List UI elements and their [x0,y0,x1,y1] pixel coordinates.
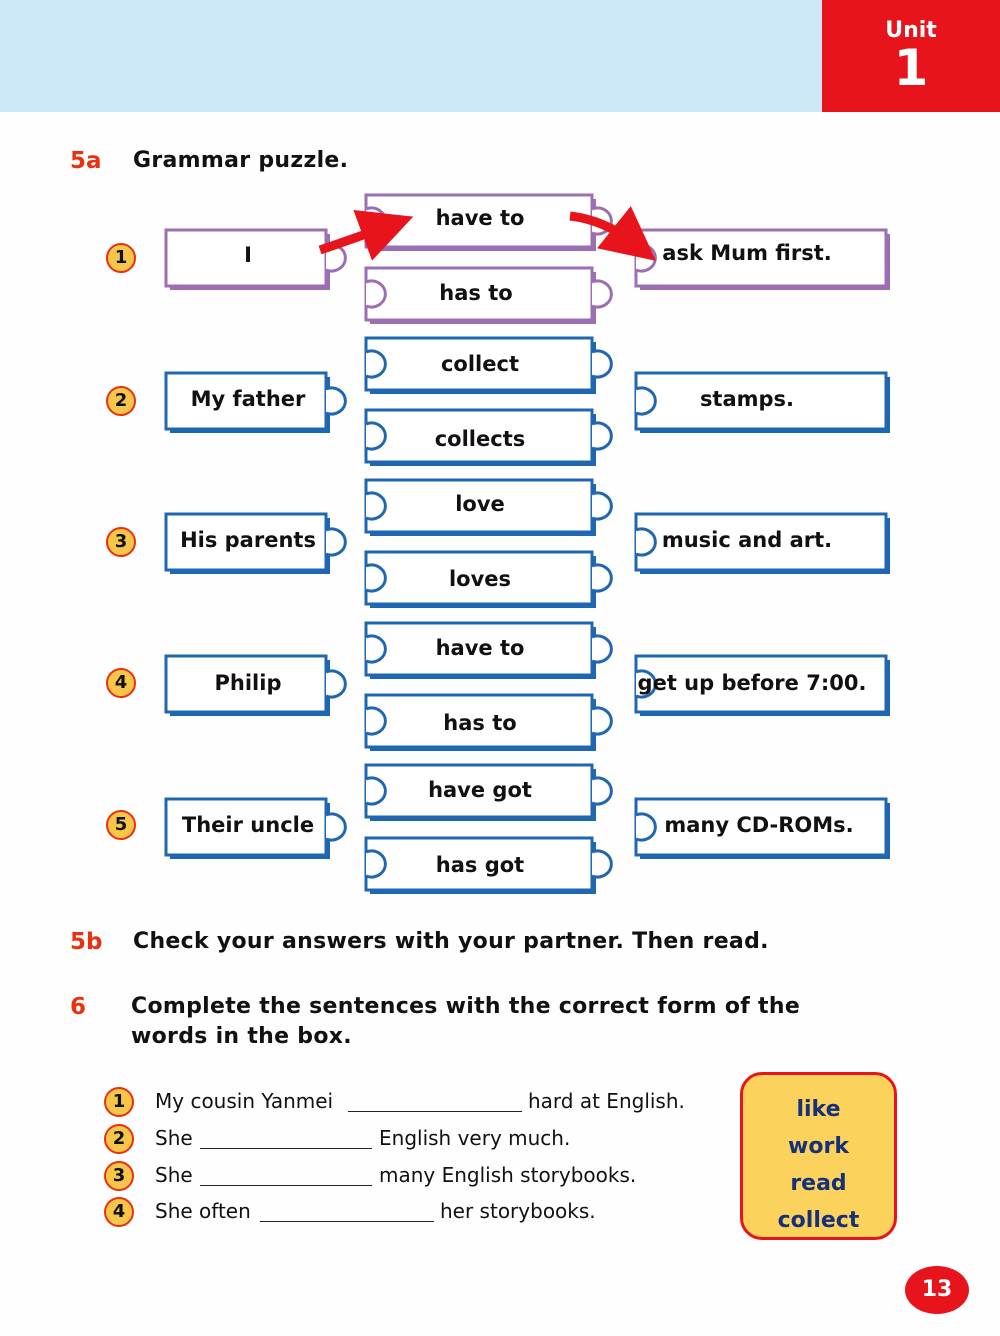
word-box-item: work [788,1134,849,1159]
subject-piece[interactable]: Philip [214,671,282,695]
verb-option-piece[interactable]: has to [443,711,517,735]
sentence-end: many English storybooks. [379,1163,637,1187]
verb-puzzle-piece-notch [366,708,385,734]
verb-puzzle-piece-notch [366,778,385,804]
item-number-circle: 3 [104,1161,134,1191]
answer-blank[interactable] [200,1148,372,1149]
verb-option-piece[interactable]: collect [440,352,519,376]
verb-option-piece[interactable]: love [455,492,505,516]
verb-puzzle-piece-tab [592,778,611,804]
verb-option-piece[interactable]: have to [435,636,525,660]
subject-puzzle-piece-tab [326,529,345,555]
ending-piece[interactable]: ask Mum first. [662,241,832,265]
verb-puzzle-piece-notch [366,351,385,377]
verb-puzzle-piece-tab [592,708,611,734]
row-number-circle: 4 [106,668,136,698]
subject-puzzle-piece-tab [326,671,345,697]
verb-option-piece[interactable]: collects [434,427,526,451]
verb-option-piece[interactable]: loves [448,567,512,591]
subject-piece[interactable]: My father [190,387,306,411]
page-number: 13 [905,1266,969,1314]
sentence-end: hard at English. [528,1089,685,1113]
verb-puzzle-piece-tab [592,351,611,377]
subject-piece[interactable]: His parents [180,528,316,552]
word-box-item: read [790,1171,847,1196]
sentence-start: She often [155,1199,251,1223]
row-number-circle: 5 [106,810,136,840]
verb-puzzle-piece-notch [366,565,385,591]
verb-option-piece[interactable]: have to [435,206,525,230]
verb-puzzle-piece-notch [366,423,385,449]
answer-blank[interactable] [200,1185,372,1186]
sentence-start: She [155,1126,193,1150]
ending-piece[interactable]: get up before 7:00. [637,671,867,695]
exercise-item [104,1124,724,1154]
verb-puzzle-piece-tab [592,493,611,519]
ending-piece[interactable]: many CD-ROMs. [664,813,854,837]
word-box-item: collect [777,1208,860,1233]
item-number-circle: 4 [104,1197,134,1227]
answer-blank[interactable] [260,1221,434,1222]
section-5a-number: 5a [70,148,102,174]
word-box-item: like [796,1097,841,1122]
verb-puzzle-piece-notch [366,493,385,519]
verb-option-piece[interactable]: has got [435,853,525,877]
section-5a-title: Grammar puzzle. [133,148,349,173]
sentence-start: She [155,1163,193,1187]
sentence-end: her storybooks. [440,1199,596,1223]
verb-puzzle-piece-notch [366,281,385,307]
ending-piece[interactable]: stamps. [699,387,795,411]
unit-number: 1 [893,39,929,97]
section-6-number: 6 [70,994,87,1020]
subject-puzzle-piece-tab [326,814,345,840]
subject-puzzle-piece-tab [326,388,345,414]
section-5b-title: Check your answers with your partner. Then read. [133,929,769,954]
item-number-circle: 2 [104,1124,134,1154]
subject-piece[interactable]: I [244,243,252,267]
verb-puzzle-piece-tab [592,636,611,662]
unit-label: Unit [885,18,937,43]
sentence-start: My cousin Yanmei [155,1089,334,1113]
verb-option-piece[interactable]: has to [439,281,513,305]
row-number-circle: 2 [106,386,136,416]
ending-piece[interactable]: music and art. [661,528,833,552]
verb-puzzle-piece-tab [592,281,611,307]
word-box [740,1072,897,1240]
row-number-circle: 3 [106,527,136,557]
answer-blank[interactable] [348,1111,522,1112]
sentence-end: English very much. [379,1126,571,1150]
section-6-title-line2: words in the box. [131,1024,352,1049]
section-5b-number: 5b [70,929,103,955]
section-6-title-line1: Complete the sentences with the correct form of the [131,994,801,1019]
verb-puzzle-piece-notch [366,636,385,662]
exercise-item [104,1087,724,1117]
verb-puzzle-piece-notch [366,851,385,877]
subject-piece[interactable]: Their uncle [181,813,315,837]
verb-option-piece[interactable]: have got [428,778,532,802]
item-number-circle: 1 [104,1087,134,1117]
verb-puzzle-piece-tab [592,565,611,591]
verb-puzzle-piece-tab [592,423,611,449]
verb-puzzle-piece-tab [592,851,611,877]
exercise-item [104,1161,724,1191]
row-number-circle: 1 [106,243,136,273]
exercise-item [104,1197,724,1227]
